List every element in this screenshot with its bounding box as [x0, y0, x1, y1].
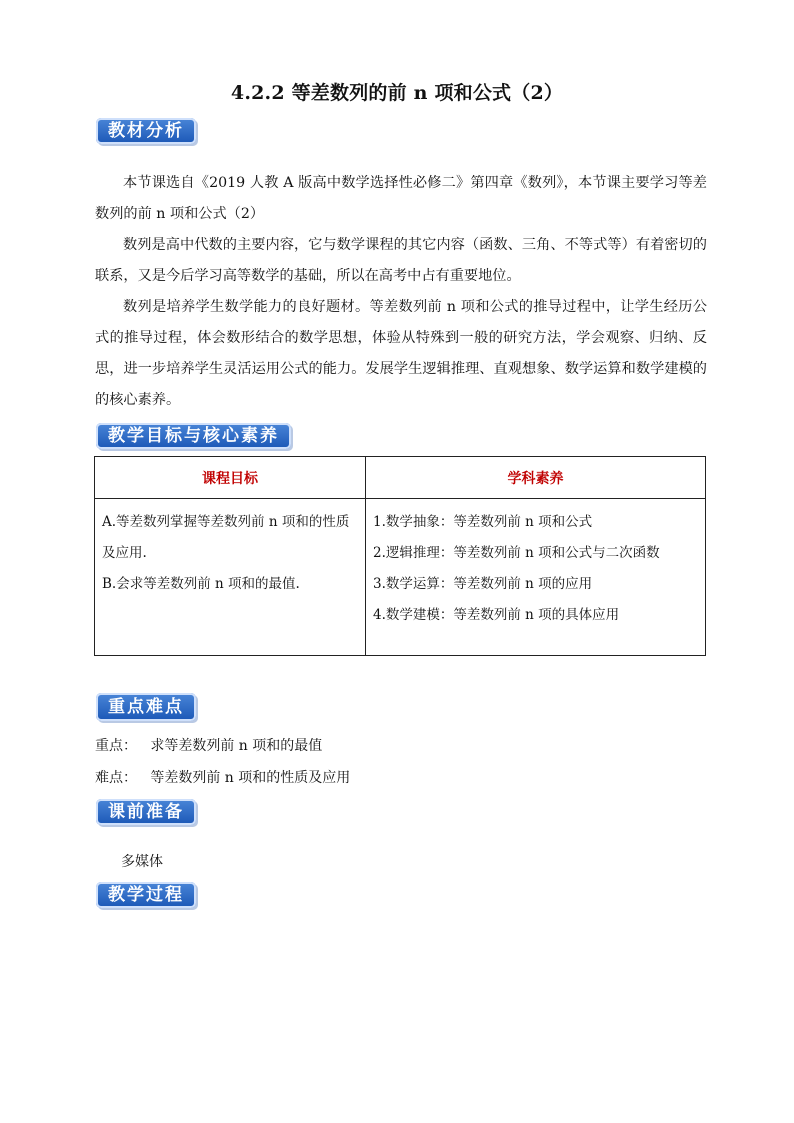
analysis-paragraph: 本节课选自《2019 人教 A 版高中数学选择性必修二》第四章《数列》，本节课主要学习等差数列的前 n 项和公式（2）: [95, 175, 707, 222]
course-goals-cell: [95, 499, 366, 656]
page-title: 4.2.2 等差数列的前 n 项和公式（2）: [230, 82, 564, 104]
course-goal-item: B.会求等差数列前 n 项和的最值.: [102, 576, 300, 592]
table-header-row: [95, 457, 706, 499]
course-goal-item: A.等差数列掌握等差数列前 n 项和的性质及应用.: [102, 514, 350, 561]
section-banner-process: 教学过程: [96, 882, 196, 908]
table-header-literacy: 学科素养: [366, 457, 706, 499]
objectives-table: [94, 456, 706, 656]
table-row: [95, 499, 706, 656]
analysis-paragraph: 数列是高中代数的主要内容，它与数学课程的其它内容（函数、三角、不等式等）有着密切的联系，又是今后学习高等数学的基础，所以在高考中占有重要地位。: [95, 237, 707, 284]
literacy-item: 1.数学抽象：等差数列前 n 项和公式: [373, 514, 593, 530]
literacy-cell: [366, 499, 706, 656]
literacy-item: 3.数学运算：等差数列前 n 项的应用: [373, 576, 593, 592]
section-banner-analysis: 教材分析: [96, 118, 196, 144]
literacy-item: 2.逻辑推理：等差数列前 n 项和公式与二次函数: [373, 545, 660, 561]
preparation-text: 多媒体: [121, 854, 163, 870]
section-banner-key-points: 重点难点: [96, 693, 196, 721]
analysis-paragraph: 数列是培养学生数学能力的良好题材。等差数列前 n 项和公式的推导过程中，让学生经历公式的推导过程，体会数形结合的数学思想，体验从特殊到一般的研究方法，学会观察、归纳、反思，进一步培养学生灵活运用公式的能力。发展学生逻辑推理、直观想象、数学运算和数学建模的的核心素养。: [95, 299, 707, 408]
section-banner-preparation: 课前准备: [96, 799, 196, 825]
section-banner-objectives: 教学目标与核心素养: [96, 423, 291, 449]
difficulty-point: 难点： 等差数列前 n 项和的性质及应用: [95, 770, 351, 786]
literacy-item: 4.数学建模：等差数列前 n 项的具体应用: [373, 607, 620, 623]
focus-point: 重点： 求等差数列前 n 项和的最值: [95, 738, 323, 754]
table-header-course-goals: 课程目标: [95, 457, 366, 499]
